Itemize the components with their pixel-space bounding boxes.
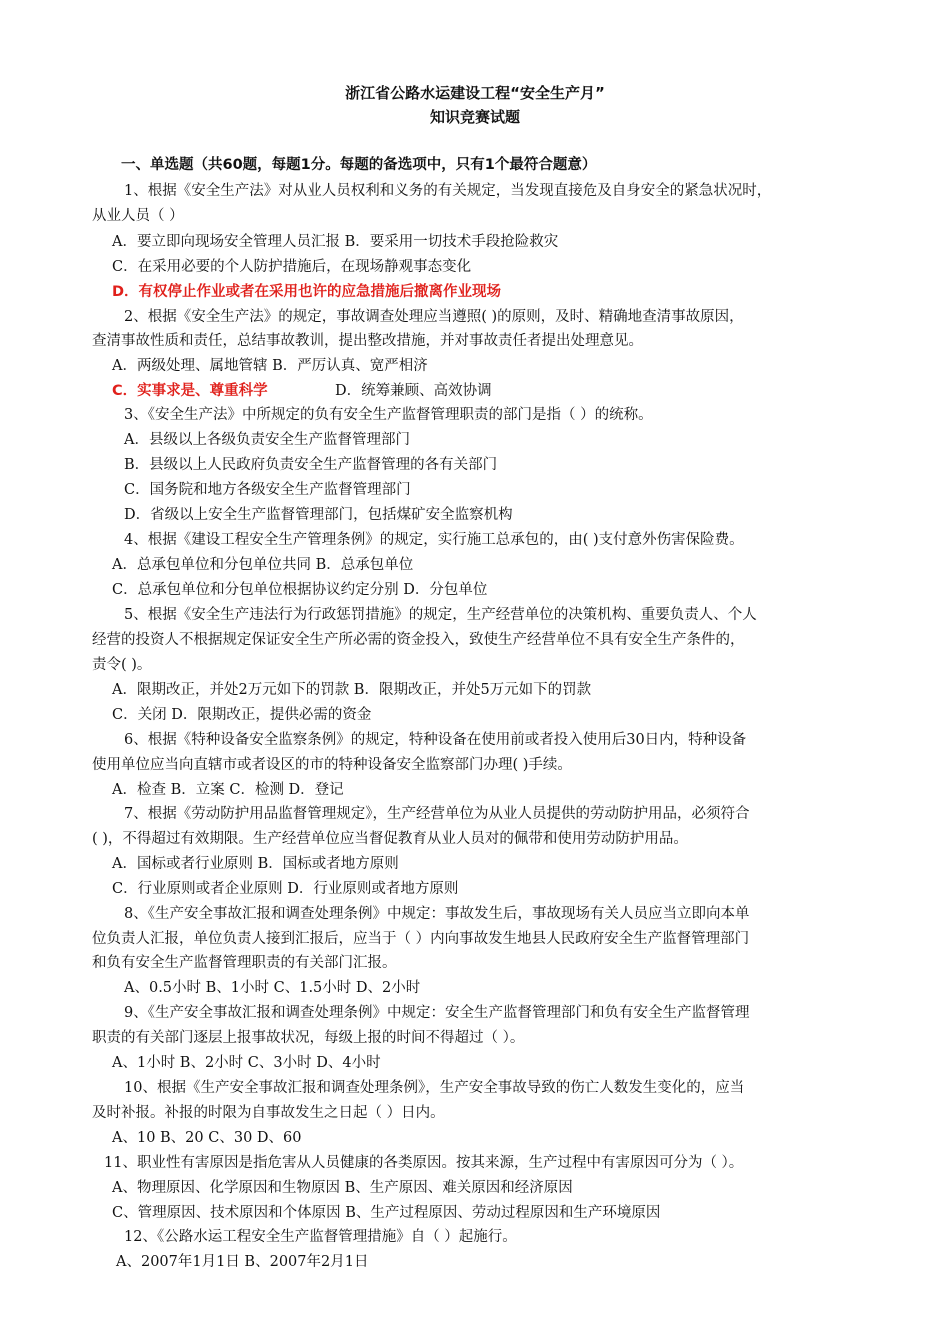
question-6-line-1: 6、根据《特种设备安全监察条例》的规定，特种设备在使用前或者投入使用后30日内，特种设备 [124,732,747,748]
question-11-options-cd: C、管理原因、技术原因和个体原因 B、生产过程原因、劳动过程原因和生产环境原因 [112,1205,661,1221]
question-9-options: A、1小时 B、2小时 C、3小时 D、4小时 [112,1055,381,1071]
question-10-options: A、10 B、20 C、30 D、60 [112,1130,302,1146]
question-4-options-cd: C．总承包单位和分包单位根据协议约定分别 D．分包单位 [112,582,488,598]
question-11-options-ab: A、物理原因、化学原因和生物原因 B、生产原因、难关原因和经济原因 [112,1180,573,1196]
question-1-option-c: C．在采用必要的个人防护措施后，在现场静观事态变化 [112,259,472,275]
question-7-line-1: 7、根据《劳动防护用品监督管理规定》，生产经营单位为从业人员提供的劳动防护用品，必须符合 [124,806,750,822]
question-8-line-2: 位负责人汇报，单位负责人接到汇报后，应当于（ ）内向事故发生地县人民政府安全生产监督管理部门 [92,931,750,947]
question-5-options-cd: C．关闭 D．限期改正，提供必需的资金 [112,707,372,723]
question-3-line-1: 3、《安全生产法》中所规定的负有安全生产监督管理职责的部门是指（ ）的统称。 [124,407,653,423]
question-7-line-2: ( )，不得超过有效期限。生产经营单位应当督促教育从业人员对的佩带和使用劳动防护用品。 [92,831,688,847]
question-8-line-1: 8、《生产安全事故汇报和调查处理条例》中规定：事故发生后，事故现场有关人员应当立即向本单 [124,906,750,922]
question-1-answer-d: D．有权停止作业或者在采用也许的应急措施后撤离作业现场 [112,284,502,300]
question-2-options-ab: A．两级处理、属地管辖 B．严厉认真、宽严相济 [112,358,428,374]
question-7-options-ab: A．国标或者行业原则 B．国标或者地方原则 [112,856,399,872]
question-3-option-d: D．省级以上安全生产监督管理部门，包括煤矿安全监察机构 [124,507,513,523]
question-2-line-2: 查清事故性质和责任，总结事故教训，提出整改措施，并对事故责任者提出处理意见。 [92,333,643,349]
question-11-line-1: 11、职业性有害原因是指危害从人员健康的各类原因。按其来源，生产过程中有害原因可分为（ ）。 [104,1155,744,1171]
section-heading: 一、单选题（共60题，每题1分。每题的备选项中，只有1个最符合题意） [121,157,597,173]
question-3-option-b: B．县级以上人民政府负责安全生产监督管理的各有关部门 [124,457,498,473]
question-2-option-d: D．统筹兼顾、高效协调 [335,383,492,399]
question-4-options-ab: A．总承包单位和分包单位共同 B．总承包单位 [112,557,414,573]
question-8-line-3: 和负有安全生产监督管理职责的有关部门汇报。 [92,955,397,971]
question-7-options-cd: C．行业原则或者企业原则 D．行业原则或者地方原则 [112,881,459,897]
question-5-line-2: 经营的投资人不根据规定保证安全生产所必需的资金投入，致使生产经营单位不具有安全生产条件的， [92,632,745,648]
question-10-line-2: 及时补报。补报的时限为自事故发生之日起（ ）日内。 [92,1105,445,1121]
question-6-options: A．检查 B．立案 C．检测 D．登记 [112,782,344,798]
question-4-line-1: 4、根据《建设工程安全生产管理条例》的规定，实行施工总承包的，由( )支付意外伤害保险费。 [124,532,744,548]
question-12-options: A、2007年1月1日 B、2007年2月1日 [116,1254,369,1270]
question-3-option-c: C．国务院和地方各级安全生产监督管理部门 [124,482,411,498]
document-title: 浙江省公路水运建设工程“安全生产月” [345,84,605,102]
question-2-answer-c: C．实事求是、尊重科学 [112,383,268,399]
question-5-options-ab: A．限期改正，并处2万元如下的罚款 B．限期改正，并处5万元如下的罚款 [112,682,592,698]
question-12-line-1: 12、《公路水运工程安全生产监督管理措施》自（ ）起施行。 [124,1229,517,1245]
question-8-options: A、0.5小时 B、1小时 C、1.5小时 D、2小时 [124,980,421,996]
question-1-line-1: 1、根据《安全生产法》对从业人员权利和义务的有关规定，当发现直接危及自身安全的紧急状况时， [124,183,772,199]
question-1-line-2: 从业人员（ ） [92,208,184,224]
question-9-line-1: 9、《生产安全事故汇报和调查处理条例》中规定：安全生产监督管理部门和负有安全生产监督管理 [124,1005,750,1021]
question-5-line-3: 责令( )。 [92,657,152,673]
question-9-line-2: 职责的有关部门逐层上报事故状况，每级上报的时间不得超过（ ）。 [92,1030,525,1046]
document-subtitle: 知识竞赛试题 [429,108,520,126]
question-2-line-1: 2、根据《安全生产法》的规定，事故调查处理应当遵照( )的原则，及时、精确地查清事故原因， [124,309,744,325]
question-1-options-ab: A．要立即向现场安全管理人员汇报 B．要采用一切技术手段抢险救灾 [112,234,559,250]
question-6-line-2: 使用单位应当向直辖市或者设区的市的特种设备安全监察部门办理( )手续。 [92,757,572,773]
question-10-line-1: 10、根据《生产安全事故汇报和调查处理条例》，生产安全事故导致的伤亡人数发生变化的，应当 [124,1080,745,1096]
question-3-option-a: A．县级以上各级负责安全生产监督管理部门 [124,432,410,448]
question-5-line-1: 5、根据《安全生产违法行为行政惩罚措施》的规定，生产经营单位的决策机构、重要负责人、个人 [124,607,757,623]
